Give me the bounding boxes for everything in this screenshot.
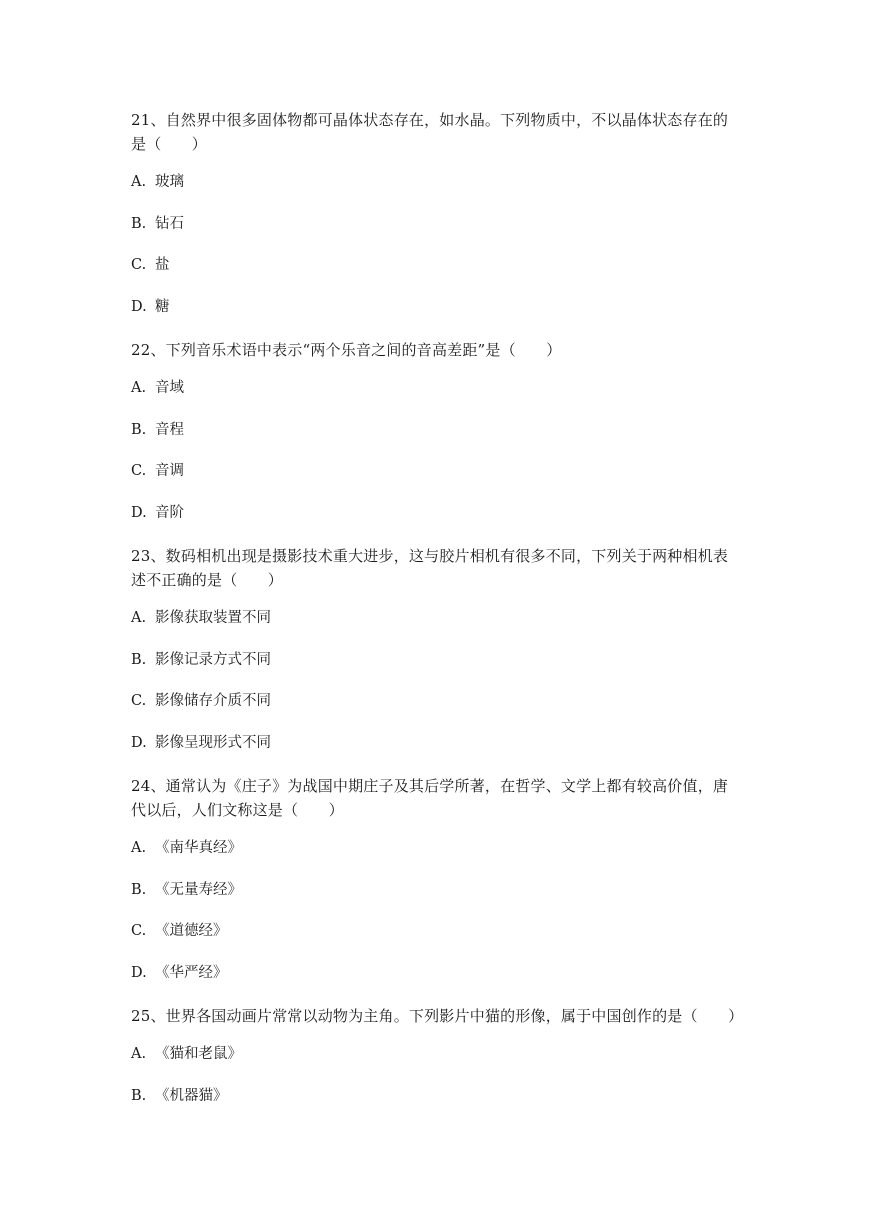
question-stem: 22、下列音乐术语中表示“两个乐音之间的音高差距”是（ ） [131,341,562,359]
option-letter: C. [131,463,147,479]
option-text: 音调 [155,463,184,479]
option-a [131,1044,743,1064]
option-text: 影像储存介质不同 [155,693,271,709]
option-a [131,608,743,628]
question-stem: 23、数码相机出现是摄影技术重大进步，这与胶片相机有很多不同，下列关于两种相机表述不正确的是（ ） [131,547,729,589]
option-b [131,1086,743,1106]
option-letter: A. [131,174,147,190]
option-a [131,838,743,858]
option-text: 音域 [155,380,184,396]
option-text: 《华严经》 [155,964,228,981]
option-letter: A. [131,610,147,626]
question-21 [131,108,743,317]
option-text: 影像呈现形式不同 [155,734,271,751]
option-text: 影像记录方式不同 [155,651,271,668]
question-22 [131,338,743,523]
option-b [131,880,743,900]
option-text: 影像获取装置不同 [155,610,271,626]
question-25 [131,1004,743,1106]
option-c [131,255,743,275]
option-text: 《猫和老鼠》 [155,1046,242,1062]
option-b [131,214,743,234]
option-a [131,172,743,192]
option-text: 钻石 [155,215,184,232]
option-text: 《南华真经》 [155,840,242,856]
question-stem: 25、世界各国动画片常常以动物为主角。下列影片中猫的形像，属于中国创作的是（ ） [131,1007,744,1025]
option-letter: A. [131,840,147,856]
option-d [131,963,743,983]
option-letter: D. [131,298,147,315]
option-c [131,691,743,711]
option-c [131,921,743,941]
option-letter: B. [131,215,147,232]
option-letter: B. [131,1087,147,1104]
option-d [131,503,743,523]
option-text: 《无量寿经》 [155,881,242,898]
option-text: 《机器猫》 [155,1087,228,1104]
option-text: 音程 [155,421,184,438]
option-letter: A. [131,1046,147,1062]
option-a [131,378,743,398]
option-c [131,461,743,481]
option-text: 音阶 [155,504,184,521]
option-text: 玻璃 [155,174,184,190]
question-stem: 24、通常认为《庄子》为战国中期庄子及其后学所著，在哲学、文学上都有较高价值，唐代以后，人们文称这是（ ） [131,777,729,819]
option-text: 糖 [155,298,170,315]
question-23 [131,544,743,753]
option-text: 《道德经》 [155,923,228,939]
option-letter: C. [131,693,147,709]
option-letter: C. [131,257,147,273]
option-d [131,733,743,753]
option-b [131,650,743,670]
option-letter: D. [131,964,147,981]
option-letter: C. [131,923,147,939]
option-text: 盐 [155,257,170,273]
option-letter: B. [131,881,147,898]
option-letter: A. [131,380,147,396]
option-letter: B. [131,651,147,668]
question-stem: 21、自然界中很多固体物都可晶体状态存在，如水晶。下列物质中，不以晶体状态存在的是（ ） [131,111,729,153]
option-letter: D. [131,734,147,751]
option-letter: D. [131,504,147,521]
question-24 [131,774,743,983]
option-b [131,420,743,440]
option-d [131,297,743,317]
exam-page [131,108,743,1127]
option-letter: B. [131,421,147,438]
